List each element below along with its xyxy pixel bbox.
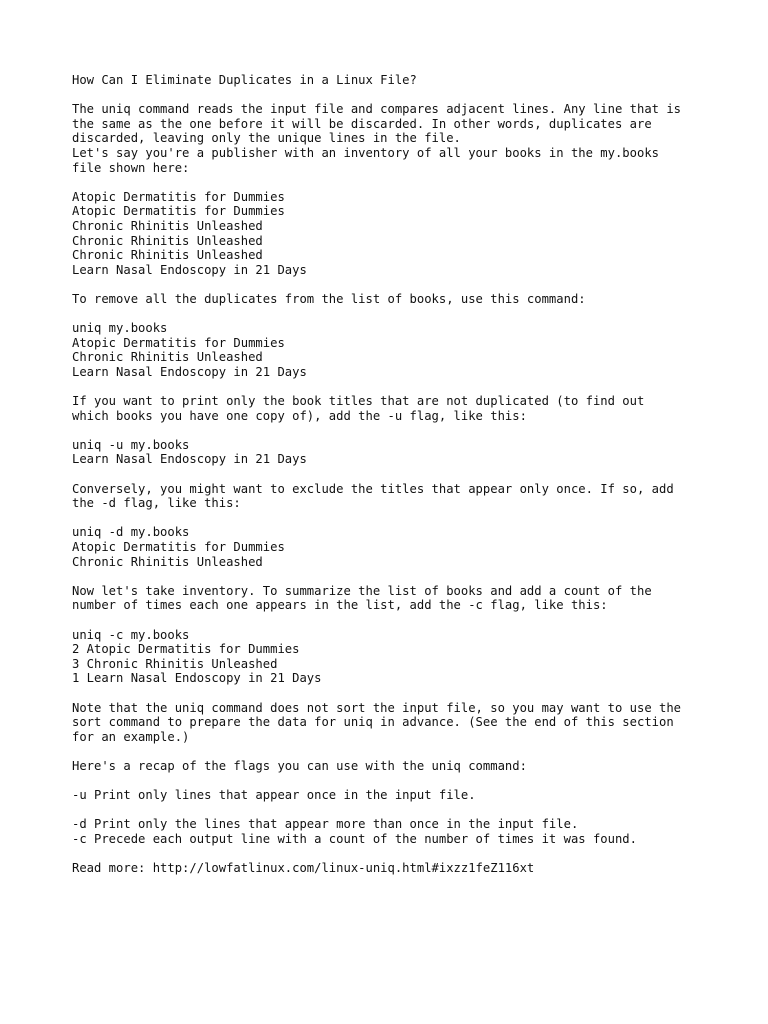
read-more-link[interactable]: Read more: http://lowfatlinux.com/linux-uniq.html#ixzz1feZ116xt (72, 861, 535, 876)
book-list-line: Learn Nasal Endoscopy in 21 Days (72, 262, 307, 277)
book-list-line: Atopic Dermatitis for Dummies (72, 204, 285, 219)
spacer (72, 379, 712, 394)
spacer (72, 613, 712, 628)
intro-line: Let's say you're a publisher with an inventory of all your books in the my.books (72, 145, 659, 160)
uniq-example-line: Learn Nasal Endoscopy in 21 Days (72, 364, 307, 379)
c-example-line: uniq -c my.books (72, 627, 190, 642)
spacer (72, 846, 712, 861)
c-example-line: 3 Chronic Rhinitis Unleashed (72, 656, 278, 671)
flag-c-description: -c Precede each output line with a count of the number of times it was found. (72, 831, 637, 846)
spacer (72, 744, 712, 759)
spacer (72, 803, 712, 818)
d-flag-text-line: the -d flag, like this: (72, 496, 241, 511)
spacer (72, 569, 712, 584)
book-list-line: Chronic Rhinitis Unleashed (72, 233, 263, 248)
d-example-line: Atopic Dermatitis for Dummies (72, 540, 285, 554)
c-example-line: 1 Learn Nasal Endoscopy in 21 Days (72, 671, 322, 686)
intro-line: the same as the one before it will be discarded. In other words, duplicates are (72, 116, 652, 131)
u-flag-text-line: If you want to print only the book titles that are not duplicated (to find out (72, 394, 645, 409)
intro-line: discarded, leaving only the unique lines in the file. (72, 131, 461, 146)
flag-d-description: -d Print only the lines that appear more than once in the input file. (72, 817, 579, 832)
spacer (72, 423, 712, 438)
spacer (72, 175, 712, 190)
sort-note-line: for an example.) (72, 729, 190, 744)
sort-note-line: sort command to prepare the data for uniq in advance. (See the end of this section (72, 715, 674, 730)
flag-u-description: -u Print only lines that appear once in the input file. (72, 788, 476, 803)
d-example-line: uniq -d my.books (72, 525, 190, 540)
spacer (72, 511, 712, 526)
c-example-line: 2 Atopic Dermatitis for Dummies (72, 642, 300, 657)
sort-note-line: Note that the uniq command does not sort the input file, so you may want to use the (72, 700, 682, 715)
d-example-line: Chronic Rhinitis Unleashed (72, 554, 263, 569)
spacer (72, 88, 712, 103)
spacer (72, 277, 712, 292)
u-example-line: uniq -u my.books (72, 437, 190, 452)
remove-duplicates-text: To remove all the duplicates from the list of books, use this command: (72, 291, 586, 306)
uniq-example-line: Chronic Rhinitis Unleashed (72, 350, 263, 365)
book-list-line: Atopic Dermatitis for Dummies (72, 189, 285, 204)
uniq-example-line: Atopic Dermatitis for Dummies (72, 335, 285, 350)
book-list-line: Chronic Rhinitis Unleashed (72, 248, 263, 263)
uniq-example-line: uniq my.books (72, 321, 168, 336)
document-page (72, 73, 712, 876)
u-example-line: Learn Nasal Endoscopy in 21 Days (72, 452, 307, 467)
document-title: How Can I Eliminate Duplicates in a Linux File? (72, 73, 417, 87)
c-flag-text-line: number of times each one appears in the list, add the -c flag, like this: (72, 598, 608, 613)
spacer (72, 774, 712, 789)
c-flag-text-line: Now let's take inventory. To summarize the list of books and add a count of the (72, 583, 652, 598)
intro-line: The uniq command reads the input file and compares adjacent lines. Any line that is (72, 102, 682, 117)
recap-intro: Here's a recap of the flags you can use with the uniq command: (72, 758, 527, 773)
spacer (72, 686, 712, 701)
u-flag-text-line: which books you have one copy of), add the -u flag, like this: (72, 408, 527, 423)
spacer (72, 307, 712, 322)
spacer (72, 467, 712, 482)
book-list-line: Chronic Rhinitis Unleashed (72, 218, 263, 233)
d-flag-text-line: Conversely, you might want to exclude the titles that appear only once. If so, add (72, 481, 674, 496)
intro-line: file shown here: (72, 160, 190, 175)
